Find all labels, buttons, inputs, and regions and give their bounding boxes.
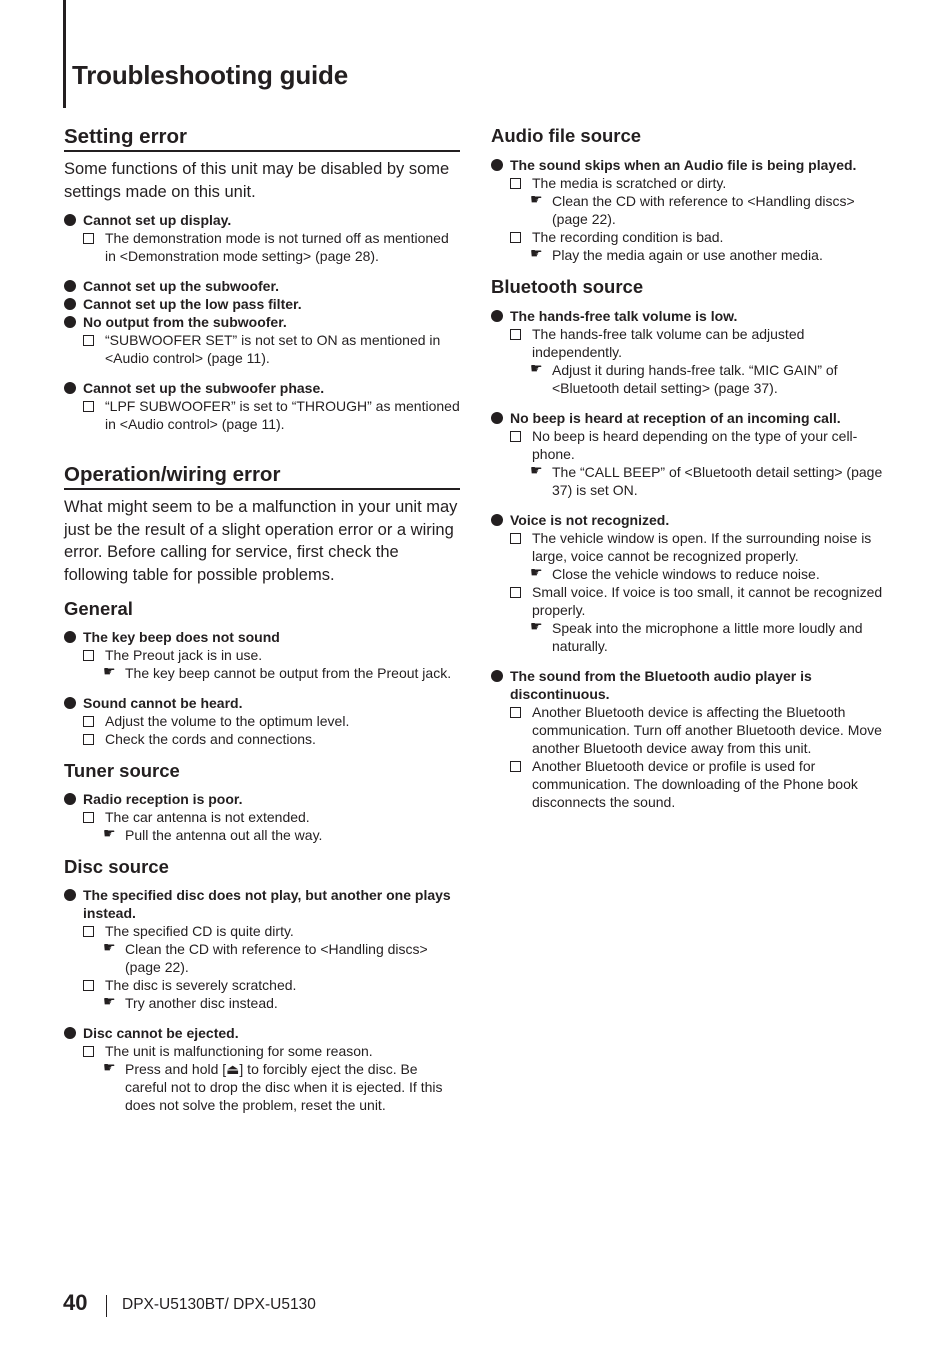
issue-block <box>64 379 460 433</box>
problem-item: The key beep does not sound <box>64 628 460 646</box>
issue-block <box>64 886 460 1012</box>
remedy-item <box>64 940 460 976</box>
checkbox-square-icon <box>83 926 94 937</box>
cause-item <box>491 703 891 757</box>
section-intro: Some functions of this unit may be disabled by some settings made on this unit. <box>64 160 450 201</box>
tuner-section <box>64 760 460 844</box>
issue-list <box>491 307 891 811</box>
checkbox-square-icon <box>510 533 521 544</box>
problem-item: Cannot set up display. <box>64 211 460 229</box>
header-rule <box>63 0 66 108</box>
cause-text: The unit is malfunctioning for some reason. <box>105 1043 373 1059</box>
pointing-hand-icon: ☛ <box>530 565 543 581</box>
issue-block <box>64 694 460 748</box>
problem-item: Radio reception is poor. <box>64 790 460 808</box>
cause-text: Check the cords and connections. <box>105 731 316 747</box>
remedy-text: Adjust it during hands-free talk. “MIC GAIN” of <Bluetooth detail setting> (page 37). <box>552 362 838 396</box>
remedy-item <box>491 565 891 583</box>
cause-item <box>64 922 460 940</box>
problem-item: Voice is not recognized. <box>491 511 891 529</box>
checkbox-square-icon <box>510 329 521 340</box>
checkbox-square-icon <box>510 587 521 598</box>
issue-block <box>491 409 891 499</box>
operation-error-section <box>64 463 460 586</box>
pointing-hand-icon: ☛ <box>103 1060 116 1076</box>
checkbox-square-icon <box>510 761 521 772</box>
cause-item <box>491 325 891 361</box>
remedy-text: Clean the CD with reference to <Handling discs> (page 22). <box>552 193 855 227</box>
issue-list <box>64 886 460 1114</box>
cause-text: The demonstration mode is not turned off as mentioned in <Demonstration mode setting> (page 28). <box>105 230 449 264</box>
checkbox-square-icon <box>510 232 521 243</box>
pointing-hand-icon: ☛ <box>103 940 116 956</box>
issue-block <box>64 277 460 367</box>
right-column <box>491 125 891 823</box>
problem-item: Sound cannot be heard. <box>64 694 460 712</box>
issue-list <box>64 628 460 748</box>
subsection-title: General <box>64 598 133 619</box>
checkbox-square-icon <box>510 707 521 718</box>
subsection-title: Audio file source <box>491 125 642 146</box>
issue-block <box>64 211 460 265</box>
problem-item: The sound from the Bluetooth audio player is discontinuous. <box>491 667 891 703</box>
problem-item: The sound skips when an Audio file is being played. <box>491 156 891 174</box>
checkbox-square-icon <box>510 178 521 189</box>
cause-item <box>491 427 891 463</box>
problem-item: Cannot set up the low pass filter. <box>64 295 460 313</box>
checkbox-square-icon <box>510 431 521 442</box>
problem-item: The hands-free talk volume is low. <box>491 307 891 325</box>
cause-text: “LPF SUBWOOFER” is set to “THROUGH” as mentioned in <Audio control> (page 11). <box>105 398 460 432</box>
pointing-hand-icon: ☛ <box>530 619 543 635</box>
cause-text: Another Bluetooth device or profile is used for communication. The downloading of the Phone book disconnects the sound. <box>532 758 858 810</box>
remedy-text: The “CALL BEEP” of <Bluetooth detail setting> (page 37) is set ON. <box>552 464 883 498</box>
remedy-item <box>64 826 460 844</box>
cause-text: The Preout jack is in use. <box>105 647 263 663</box>
cause-text: The hands-free talk volume can be adjusted independently. <box>532 326 805 360</box>
footer-divider <box>106 1295 107 1317</box>
cause-text: No beep is heard depending on the type of your cell-phone. <box>532 428 858 462</box>
checkbox-square-icon <box>83 650 94 661</box>
cause-text: Small voice. If voice is too small, it cannot be recognized properly. <box>532 584 883 618</box>
pointing-hand-icon: ☛ <box>530 192 543 208</box>
problem-item: The specified disc does not play, but another one plays instead. <box>64 886 460 922</box>
issue-block <box>491 511 891 655</box>
section-title: Setting error <box>64 125 460 152</box>
remedy-text: Clean the CD with reference to <Handling discs> (page 22). <box>125 941 428 975</box>
model-name: DPX-U5130BT/ DPX-U5130 <box>122 1296 316 1313</box>
section-intro: What might seem to be a malfunction in your unit may just be the result of a slight operation error or a wiring error. Before calling for service, first check the following table for possible problems. <box>64 498 458 584</box>
pointing-hand-icon: ☛ <box>530 463 543 479</box>
problem-item: Disc cannot be ejected. <box>64 1024 460 1042</box>
pointing-hand-icon: ☛ <box>530 361 543 377</box>
problem-item: Cannot set up the subwoofer phase. <box>64 379 460 397</box>
cause-item <box>64 397 460 433</box>
cause-text: The vehicle window is open. If the surrounding noise is large, voice cannot be recognized properly. <box>532 530 872 564</box>
pointing-hand-icon: ☛ <box>103 994 116 1010</box>
subsection-title: Bluetooth source <box>491 276 644 297</box>
cause-item <box>491 529 891 565</box>
setting-error-section <box>64 125 460 433</box>
cause-text: The specified CD is quite dirty. <box>105 923 294 939</box>
disc-section <box>64 856 460 1114</box>
issue-block <box>64 628 460 682</box>
remedy-text: The key beep cannot be output from the Preout jack. <box>125 665 452 681</box>
checkbox-square-icon <box>83 401 94 412</box>
section-title: Operation/wiring error <box>64 463 460 490</box>
cause-text: The car antenna is not extended. <box>105 809 310 825</box>
remedy-item <box>491 619 891 655</box>
remedy-item <box>491 192 891 228</box>
pointing-hand-icon: ☛ <box>103 664 116 680</box>
remedy-item <box>491 361 891 397</box>
audio-file-section <box>491 125 891 264</box>
remedy-text: Close the vehicle windows to reduce noise. <box>552 566 820 582</box>
cause-item <box>64 976 460 994</box>
remedy-item <box>491 463 891 499</box>
remedy-text: Speak into the microphone a little more loudly and naturally. <box>552 620 863 654</box>
cause-item <box>64 1042 460 1060</box>
remedy-item <box>491 246 891 264</box>
general-section <box>64 598 460 748</box>
issue-block <box>491 156 891 264</box>
checkbox-square-icon <box>83 812 94 823</box>
issue-list <box>491 156 891 264</box>
pointing-hand-icon: ☛ <box>103 826 116 842</box>
page-number: 40 <box>63 1290 88 1315</box>
issue-block <box>491 307 891 397</box>
cause-text: The recording condition is bad. <box>532 229 724 245</box>
cause-text: Another Bluetooth device is affecting the Bluetooth communication. Turn off another Bluetooth device. Move another Bluetooth device away from this unit. <box>532 704 882 756</box>
remedy-item <box>64 664 460 682</box>
cause-item <box>491 228 891 246</box>
cause-item <box>64 229 460 265</box>
checkbox-square-icon <box>83 734 94 745</box>
cause-text: The disc is severely scratched. <box>105 977 297 993</box>
remedy-item <box>64 1060 460 1114</box>
checkbox-square-icon <box>83 335 94 346</box>
cause-item <box>491 174 891 192</box>
remedy-text: Pull the antenna out all the way. <box>125 827 323 843</box>
issue-block <box>64 790 460 844</box>
cause-text: The media is scratched or dirty. <box>532 175 727 191</box>
issue-list <box>64 211 460 433</box>
subsection-title: Tuner source <box>64 760 180 781</box>
issue-block <box>491 667 891 811</box>
subsection-title: Disc source <box>64 856 169 877</box>
cause-item <box>491 757 891 811</box>
remedy-text: Press and hold [⏏] to forcibly eject the disc. Be careful not to drop the disc when it is ejected. If this does not solve the problem, reset the unit. <box>125 1061 443 1113</box>
cause-text: Adjust the volume to the optimum level. <box>105 713 350 729</box>
cause-text: “SUBWOOFER SET” is not set to ON as mentioned in <Audio control> (page 11). <box>105 332 441 366</box>
cause-item <box>64 331 460 367</box>
remedy-item <box>64 994 460 1012</box>
cause-item <box>64 808 460 826</box>
pointing-hand-icon: ☛ <box>530 246 543 262</box>
cause-item <box>64 646 460 664</box>
remedy-text: Try another disc instead. <box>125 995 278 1011</box>
problem-item: No beep is heard at reception of an incoming call. <box>491 409 891 427</box>
issue-list <box>64 790 460 844</box>
remedy-text: Play the media again or use another media. <box>552 247 823 263</box>
problem-item: No output from the subwoofer. <box>64 313 460 331</box>
checkbox-square-icon <box>83 233 94 244</box>
page-title: Troubleshooting guide <box>72 60 348 90</box>
cause-item <box>491 583 891 619</box>
checkbox-square-icon <box>83 716 94 727</box>
problem-item: Cannot set up the subwoofer. <box>64 277 460 295</box>
bluetooth-section <box>491 276 891 811</box>
cause-item <box>64 730 460 748</box>
checkbox-square-icon <box>83 1046 94 1057</box>
left-column <box>64 125 460 1126</box>
cause-item <box>64 712 460 730</box>
issue-block <box>64 1024 460 1114</box>
checkbox-square-icon <box>83 980 94 991</box>
